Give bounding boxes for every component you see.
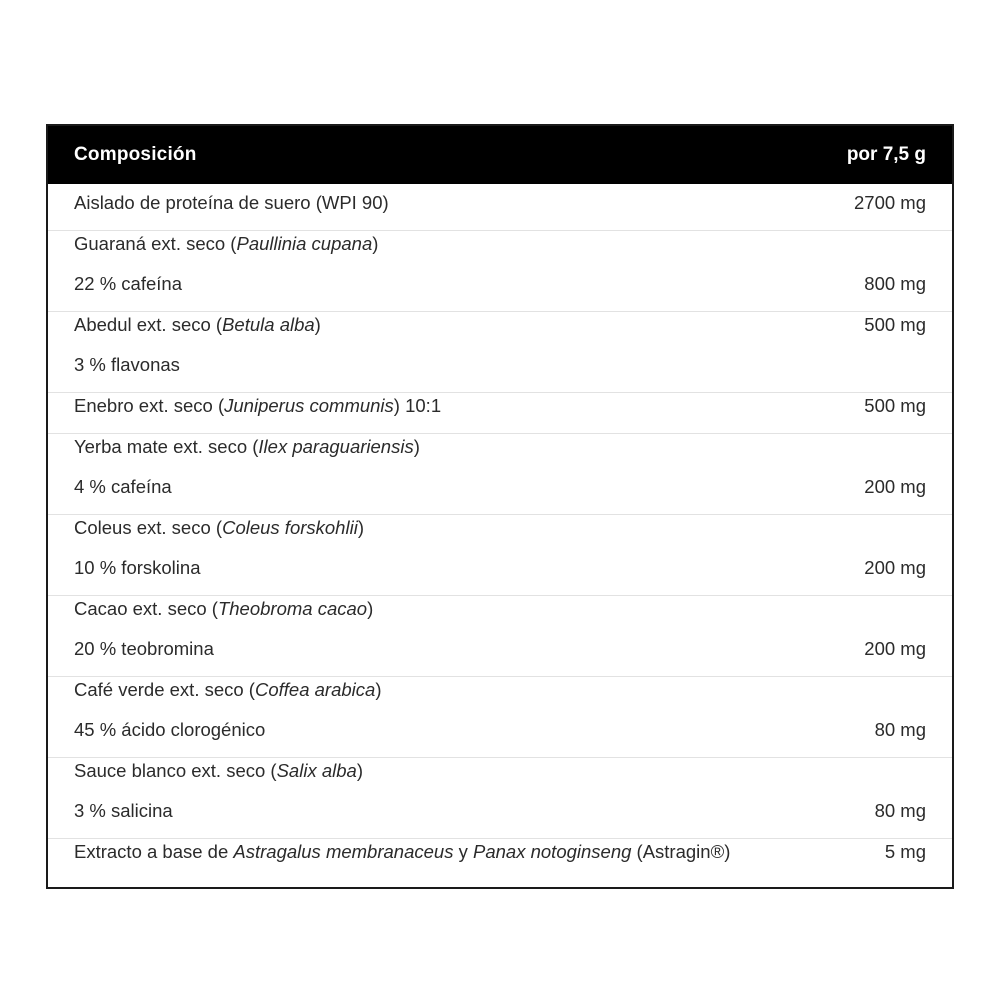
ingredient-name: Yerba mate ext. seco (Ilex paraguariensis) bbox=[74, 436, 420, 457]
table-row bbox=[48, 433, 952, 514]
ingredient-line bbox=[74, 555, 926, 595]
ingredient-name: 20 % teobromina bbox=[74, 638, 214, 659]
ingredient-line bbox=[74, 231, 926, 271]
table-row bbox=[48, 757, 952, 838]
ingredient-amount: 200 mg bbox=[864, 557, 926, 578]
composition-table bbox=[46, 124, 954, 889]
table-row bbox=[48, 838, 952, 879]
ingredient-amount: 500 mg bbox=[864, 395, 926, 416]
ingredient-line bbox=[74, 798, 926, 838]
ingredient-line bbox=[74, 474, 926, 514]
table-header-row bbox=[48, 126, 952, 184]
ingredient-name: Café verde ext. seco (Coffea arabica) bbox=[74, 679, 382, 700]
ingredient-name: 3 % flavonas bbox=[74, 354, 180, 375]
ingredient-line bbox=[74, 352, 926, 392]
table-row bbox=[48, 311, 952, 392]
ingredient-amount: 800 mg bbox=[864, 273, 926, 294]
ingredient-name: Enebro ext. seco (Juniperus communis) 10:1 bbox=[74, 395, 442, 416]
ingredient-amount: 80 mg bbox=[874, 800, 926, 821]
ingredient-name: 45 % ácido clorogénico bbox=[74, 719, 266, 740]
ingredient-name: Sauce blanco ext. seco (Salix alba) bbox=[74, 760, 363, 781]
ingredient-name: 22 % cafeína bbox=[74, 273, 182, 294]
ingredient-line bbox=[74, 677, 926, 717]
table-row bbox=[48, 514, 952, 595]
ingredient-amount: 5 mg bbox=[884, 841, 926, 862]
ingredient-line bbox=[74, 758, 926, 798]
ingredient-amount: 2700 mg bbox=[854, 192, 926, 213]
ingredient-line bbox=[74, 717, 926, 757]
ingredient-name: Extracto a base de Astragalus membranaceus y Panax notoginseng (Astragin®) bbox=[74, 841, 731, 862]
ingredient-name: Abedul ext. seco (Betula alba) bbox=[74, 314, 321, 335]
ingredient-line bbox=[74, 271, 926, 311]
ingredient-name: Cacao ext. seco (Theobroma cacao) bbox=[74, 598, 374, 619]
ingredient-name: 4 % cafeína bbox=[74, 476, 172, 497]
ingredient-name: Coleus ext. seco (Coleus forskohlii) bbox=[74, 517, 364, 538]
table-row bbox=[48, 676, 952, 757]
ingredient-line bbox=[74, 839, 926, 879]
serving-size-header-label: por 7,5 g bbox=[846, 144, 926, 165]
ingredient-name: 10 % forskolina bbox=[74, 557, 201, 578]
ingredient-amount: 80 mg bbox=[874, 719, 926, 740]
ingredient-rows bbox=[48, 184, 952, 887]
table-row bbox=[48, 595, 952, 676]
table-row bbox=[48, 230, 952, 311]
ingredient-line bbox=[74, 515, 926, 555]
ingredient-amount: 200 mg bbox=[864, 638, 926, 659]
composition-header-label: Composición bbox=[74, 144, 197, 165]
table-row bbox=[48, 392, 952, 433]
ingredient-amount: 500 mg bbox=[864, 314, 926, 335]
ingredient-line bbox=[74, 393, 926, 433]
table-row bbox=[48, 190, 952, 230]
ingredient-name: Guaraná ext. seco (Paullinia cupana) bbox=[74, 233, 379, 254]
ingredient-line bbox=[74, 190, 926, 230]
ingredient-line bbox=[74, 596, 926, 636]
ingredient-amount: 200 mg bbox=[864, 476, 926, 497]
ingredient-name: 3 % salicina bbox=[74, 800, 173, 821]
ingredient-name: Aislado de proteína de suero (WPI 90) bbox=[74, 192, 389, 213]
ingredient-line bbox=[74, 636, 926, 676]
ingredient-line bbox=[74, 434, 926, 474]
ingredient-line bbox=[74, 312, 926, 352]
